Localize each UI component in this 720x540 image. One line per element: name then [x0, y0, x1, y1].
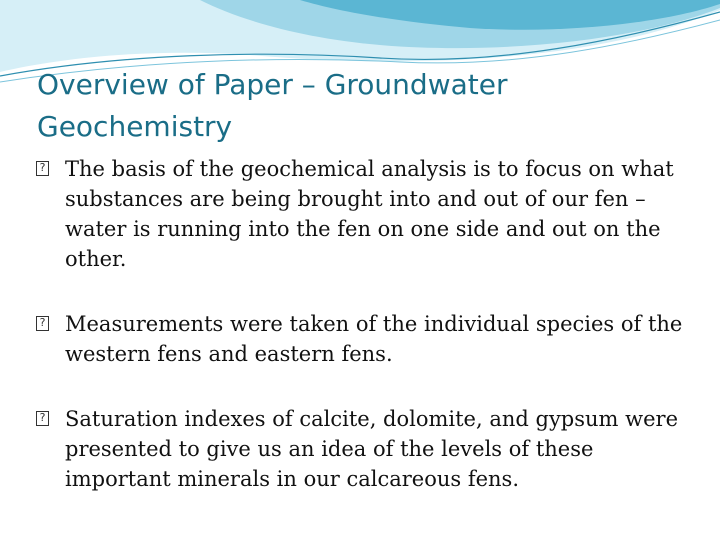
bullet-item	[36, 309, 686, 369]
bullet-text: Measurements were taken of the individual species of the western fens and eastern fens.	[65, 312, 683, 366]
bullet-text: Saturation indexes of calcite, dolomite, and gypsum were presented to give us an idea of the levels of these important minerals in our calcareous fens.	[65, 407, 679, 491]
bullet-item	[36, 154, 686, 274]
bullet-marker-icon: ?	[36, 316, 49, 331]
slide-title: Overview of Paper – Groundwater Geochemistry	[37, 68, 508, 143]
bullet-marker-icon: ?	[36, 161, 49, 176]
bullet-text: The basis of the geochemical analysis is to focus on what substances are being brought into and out of our fen – water is running into the fen on one side and out on the other.	[65, 157, 674, 271]
bullet-list	[36, 154, 686, 494]
bullet-marker-icon: ?	[36, 411, 49, 426]
bullet-item	[36, 404, 686, 494]
